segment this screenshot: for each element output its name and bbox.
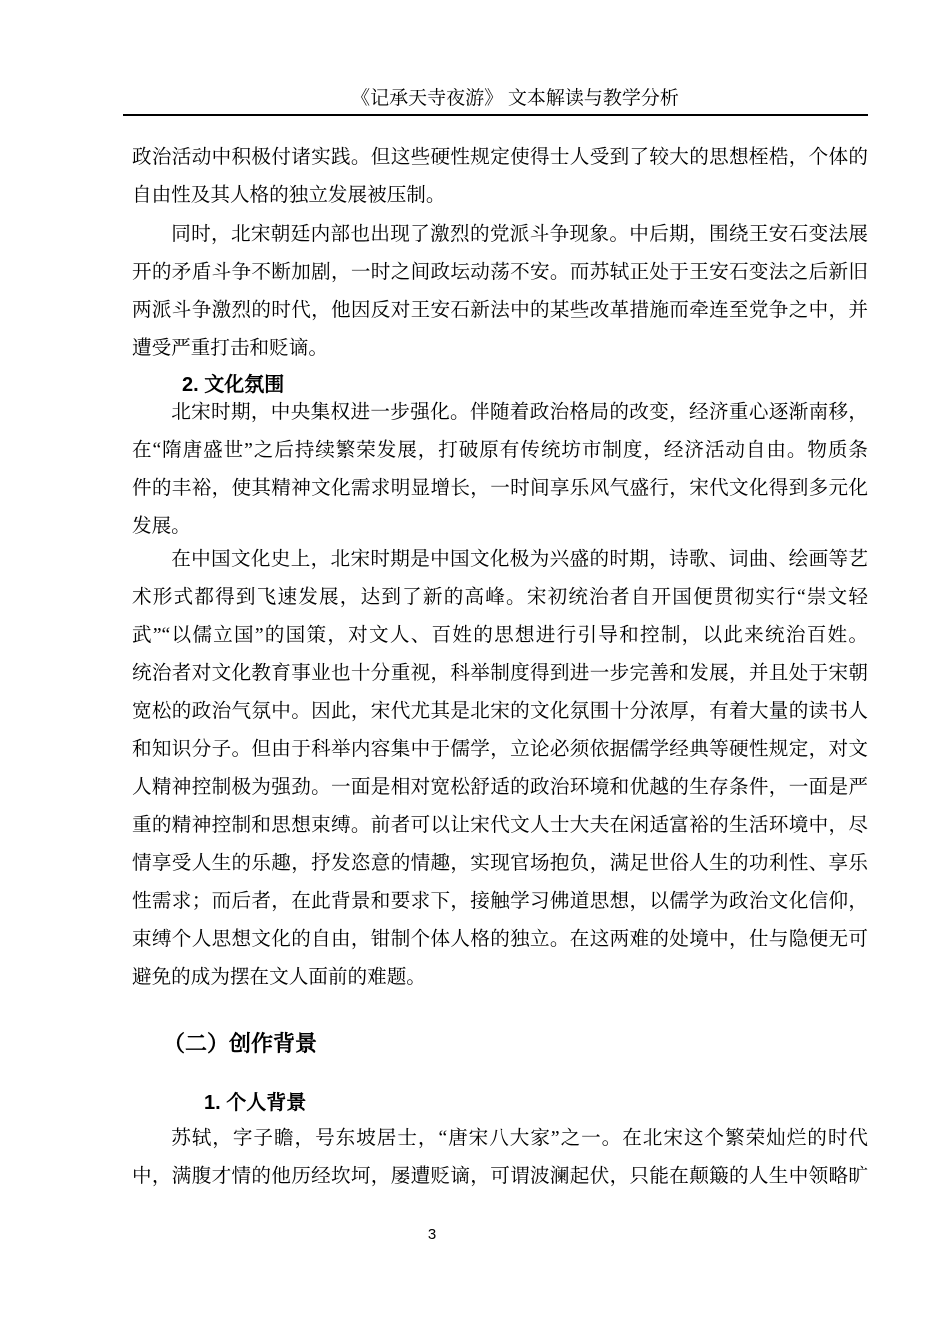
paragraph <box>132 216 868 368</box>
paragraph-line: 中，满腹才情的他历经坎坷，屡遭贬谪，可谓波澜起伏，只能在颠簸的人生中领略旷 <box>132 1166 868 1187</box>
paragraph-line: 束缚个人思想文化的自由，钳制个体人格的独立。在这两难的处境中，仕与隐便无可 <box>132 929 868 950</box>
paragraph <box>132 139 868 215</box>
running-header-title: 《记承天寺夜游》 文本解读与教学分析 <box>351 88 679 109</box>
paragraph-line: 北宋时期，中央集权进一步强化。伴随着政治格局的改变，经济重心逐渐南移， <box>171 402 868 423</box>
paragraph-line: 同时，北宋朝廷内部也出现了激烈的党派斗争现象。中后期，围绕王安石变法展 <box>171 224 868 245</box>
heading-section: （二）创作背景 <box>163 1031 318 1056</box>
paragraph-line: 遭受严重打击和贬谪。 <box>132 338 328 359</box>
paragraph-line: 性需求；而后者，在此背景和要求下，接触学习佛道思想，以儒学为政治文化信仰， <box>132 891 868 912</box>
paragraph-line: 发展。 <box>132 516 191 537</box>
paragraph-line: 宽松的政治气氛中。因此，宋代尤其是北宋的文化氛围十分浓厚，有着大量的读书人 <box>132 701 868 722</box>
paragraph-line: 两派斗争激烈的时代，他因反对王安石新法中的某些改革措施而牵连至党争之中，并 <box>132 300 868 321</box>
paragraph-line: 在“隋唐盛世”之后持续繁荣发展，打破原有传统坊市制度，经济活动自由。物质条 <box>132 440 868 461</box>
paragraph-line: 统治者对文化教育事业也十分重视，科举制度得到进一步完善和发展，并且处于宋朝 <box>132 663 868 684</box>
paragraph <box>132 1120 868 1196</box>
heading-numbered: 1. 个人背景 <box>204 1092 307 1114</box>
paragraph <box>132 541 868 997</box>
paragraph-line: 武”“以儒立国”的国策，对文人、百姓的思想进行引导和控制，以此来统治百姓。 <box>132 625 868 646</box>
header-rule <box>123 114 868 116</box>
paragraph-line: 件的丰裕，使其精神文化需求明显增长，一时间享乐风气盛行，宋代文化得到多元化 <box>132 478 868 499</box>
paragraph-line: 人精神控制极为强劲。一面是相对宽松舒适的政治环境和优越的生存条件，一面是严 <box>132 777 868 798</box>
paragraph-line: 在中国文化史上，北宋时期是中国文化极为兴盛的时期，诗歌、词曲、绘画等艺 <box>171 549 868 570</box>
paragraph <box>132 394 868 546</box>
page-number: 3 <box>427 1226 437 1243</box>
paragraph-line: 自由性及其人格的独立发展被压制。 <box>132 185 446 206</box>
paragraph-line: 情享受人生的乐趣，抒发恣意的情趣，实现官场抱负，满足世俗人生的功利性、享乐 <box>132 853 868 874</box>
paragraph-line: 政治活动中积极付诸实践。但这些硬性规定使得士人受到了较大的思想桎梏，个体的 <box>132 147 868 168</box>
paragraph-line: 重的精神控制和思想束缚。前者可以让宋代文人士大夫在闲适富裕的生活环境中，尽 <box>132 815 868 836</box>
paragraph-line: 和知识分子。但由于科举内容集中于儒学，立论必须依据儒学经典等硬性规定，对文 <box>132 739 868 760</box>
paragraph-line: 开的矛盾斗争不断加剧，一时之间政坛动荡不安。而苏轼正处于王安石变法之后新旧 <box>132 262 868 283</box>
paragraph-line: 避免的成为摆在文人面前的难题。 <box>132 967 426 988</box>
heading-numbered: 2. 文化氛围 <box>182 374 285 396</box>
paragraph-line: 术形式都得到飞速发展，达到了新的高峰。宋初统治者自开国便贯彻实行“崇文轻 <box>132 587 868 608</box>
paragraph-line: 苏轼，字子瞻，号东坡居士，“唐宋八大家”之一。在北宋这个繁荣灿烂的时代 <box>171 1128 868 1149</box>
